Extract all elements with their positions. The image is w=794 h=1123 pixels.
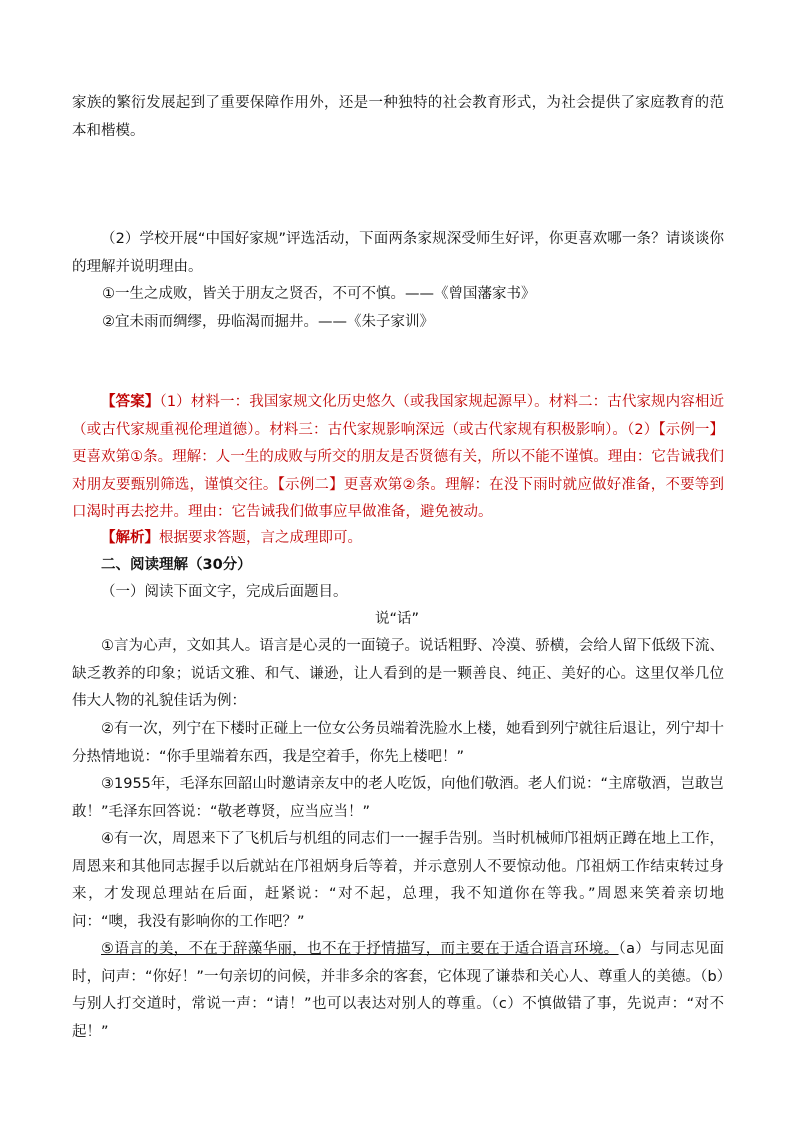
answer-paragraph: [72, 389, 724, 527]
intro-paragraph: 家族的繁衍发展起到了重要保障作用外，还是一种独特的社会教育形式，为社会提供了家庭教育的范本和楷模。: [72, 95, 724, 139]
article-paragraph-2: ②有一次，列宁在下楼时正碰上一位女公务员端着洗脸水上楼，她看到列宁就往后退让，列宁却十分热情地说：“你手里端着东西，我是空着手，你先上楼吧！”: [72, 721, 724, 765]
analysis-paragraph: [72, 525, 724, 553]
question-2-prompt: （2）学校开展“中国好家规”评选活动，下面两条家规深受师生好评，你更喜欢哪一条？请谈谈你的理解并说明理由。: [72, 231, 724, 275]
answer-text: （1）材料一：我国家规文化历史悠久（或我国家规起源早）。材料二：古代家规内容相近（或古代家规重视伦理道德）。材料三：古代家规影响深远（或古代家规有积极影响）。（2）【示例一】更喜欢第①条。理解：人一生的成败与所交的朋友是否贤德有关，所以不能不谨慎。理由：它告诫我们对朋友要甄别筛选，谨慎交往。【示例二】更喜欢第②条。理解：在没下雨时就应做好准备，不要等到口渴时再去挖井。理由：它告诫我们做事应早做准备，避免被动。: [72, 394, 724, 520]
article-paragraph-1: ①言为心声，文如其人。语言是心灵的一面镜子。说话粗野、冷漠、骄横，会给人留下低级下流、缺乏教养的印象；说话文雅、和气、谦逊，让人看到的是一颗善良、纯正、美好的心。这里仅举几位伟大人物的礼貌佳话为例：: [72, 638, 724, 709]
article-paragraph-3: ③1955年，毛泽东回韶山时邀请亲友中的老人吃饭，向他们敬酒。老人们说：“主席敬酒，岂敢岂敢！”毛泽东回答说：“敬老尊贤，应当应当！”: [72, 776, 724, 820]
section-instruction: （一）阅读下面文字，完成后面题目。: [101, 584, 348, 600]
family-rule-option-1: ①一生之成败，皆关于朋友之贤否，不可不慎。——《曾国藩家书》: [102, 286, 536, 302]
analysis-text: 根据要求答题，言之成理即可。: [159, 530, 362, 546]
answer-label: 【答案】: [101, 394, 160, 410]
family-rule-option-2: ②宜未雨而绸缪，毋临渴而掘井。——《朱子家训》: [102, 314, 434, 330]
article-paragraph-4: ④有一次，周恩来下了飞机后与机组的同志们一一握手告别。当时机械师邝祖炳正蹲在地上工作，周恩来和其他同志握手以后就站在邝祖炳身后等着，并示意别人不要惊动他。邝祖炳工作结束转过身来，才发现总理站在后面，赶紧说：“对不起，总理，我不知道你在等我。”周恩来笑着亲切地问：“噢，我没有影响你的工作吧？”: [72, 831, 724, 930]
analysis-label: 【解析】: [101, 530, 159, 546]
article-title: 说“话”: [374, 611, 420, 627]
paragraph-5-rest: （a）与同志见面时，问声：“你好！”一句亲切的问候，并非多余的客套，它体现了谦恭和关心人、尊重人的美德。（b）与别人打交道时，常说一声：“请！”也可以表达对别人的尊重。（c）不慎做错了事，先说声：“对不起！”: [72, 941, 724, 1040]
key-sentence: ⑤语言的美，不在于辞藻华丽，也不在于抒情描写，而主要在于适合语言环境。: [101, 941, 619, 957]
section-heading: 二、阅读理解（30分）: [101, 557, 252, 573]
article-paragraph-5: [72, 936, 724, 1046]
